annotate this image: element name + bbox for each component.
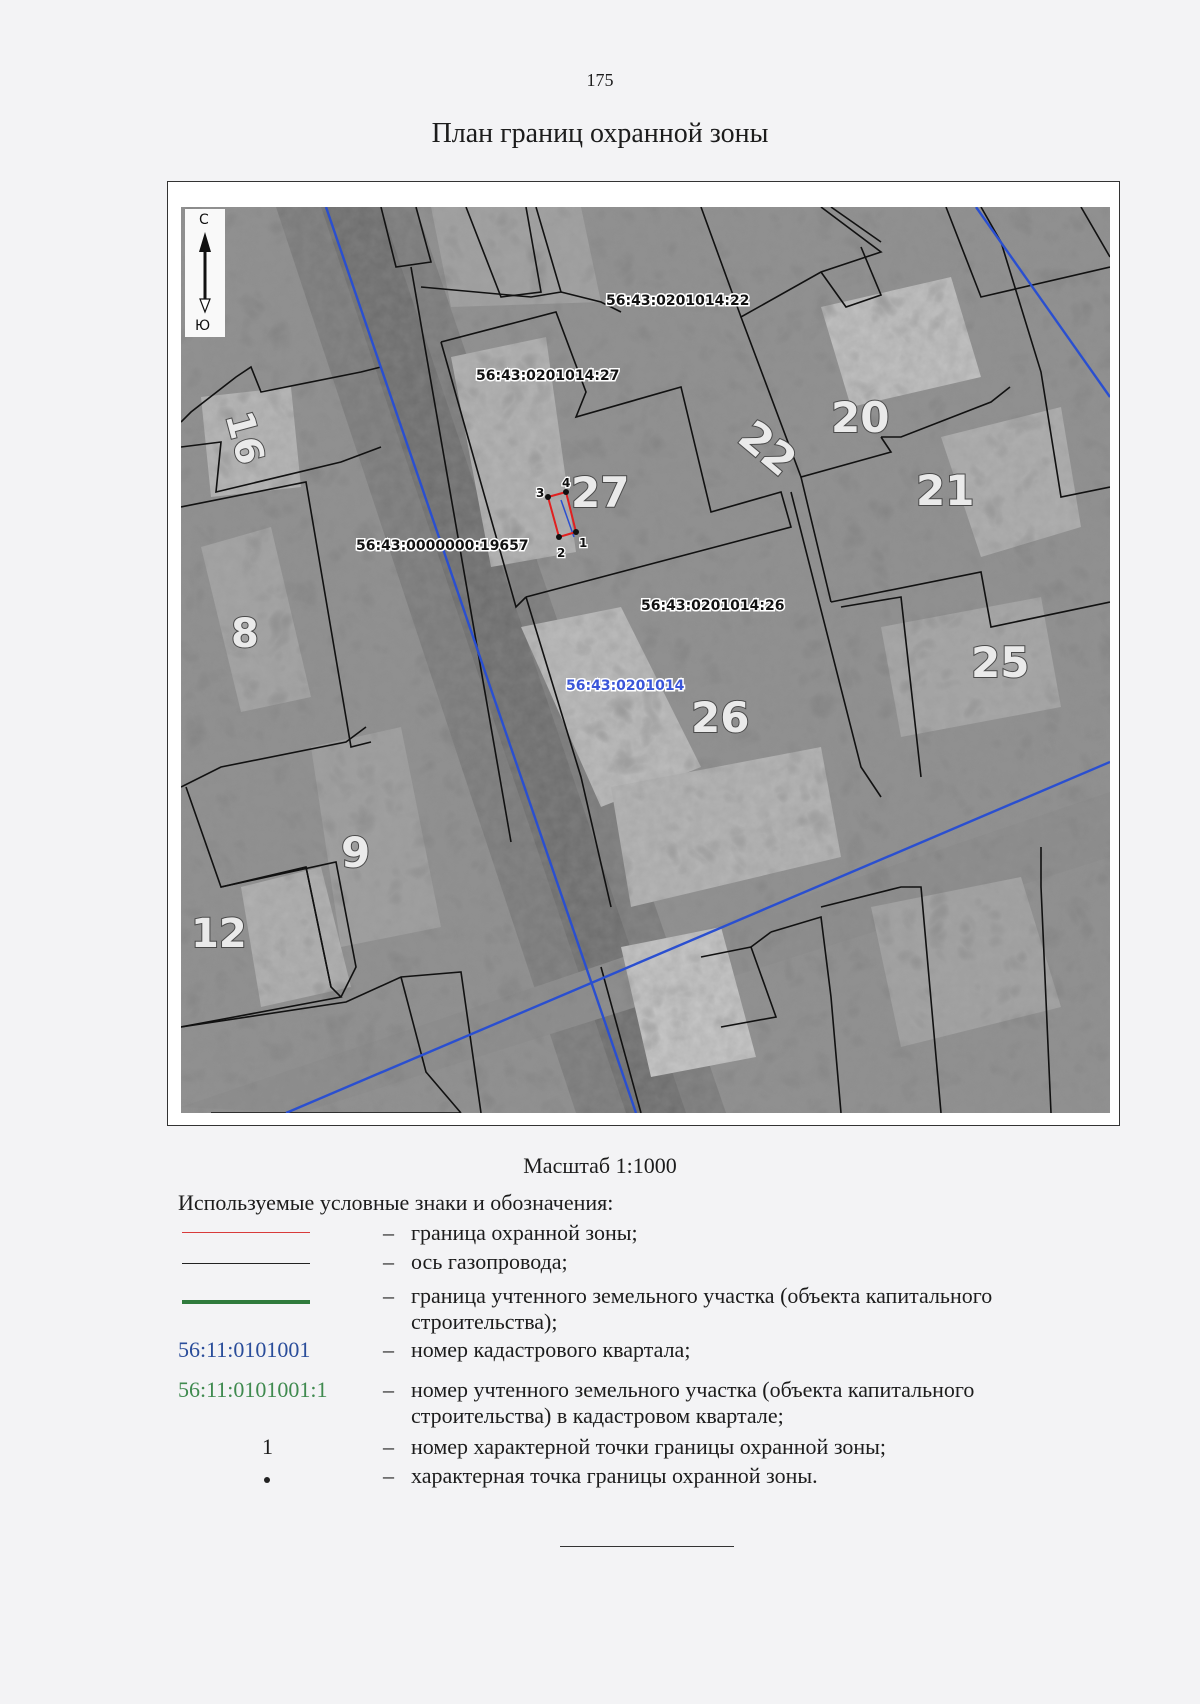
- legend-symbol: [178, 1434, 328, 1460]
- house-number: 25: [971, 638, 1030, 687]
- legend-symbol: [178, 1463, 328, 1489]
- point-label: 2: [557, 546, 566, 560]
- green-line-sample: [182, 1300, 310, 1304]
- legend-symbol: [178, 1377, 328, 1403]
- house-number: 12: [191, 911, 247, 957]
- page-title: План границ охранной зоны: [431, 118, 769, 149]
- legend-dash: –: [383, 1434, 394, 1459]
- house-number: 9: [341, 828, 371, 877]
- legend-dash: –: [383, 1220, 394, 1245]
- quarter-label: 56:43:0201014: [566, 678, 685, 694]
- north-arrow: [185, 209, 225, 337]
- parcel-label: 56:43:0201014:26: [641, 598, 785, 614]
- house-number: 16: [216, 406, 274, 470]
- legend-symbol: [178, 1249, 328, 1275]
- point-label: 3: [536, 486, 545, 500]
- house-number: 20: [831, 393, 890, 442]
- legend-dash: –: [383, 1377, 394, 1402]
- north-label: С: [199, 212, 209, 228]
- legend-text: граница охранной зоны;: [411, 1220, 638, 1245]
- house-number: 8: [231, 611, 259, 657]
- legend-dash: –: [383, 1463, 394, 1488]
- house-number: 21: [916, 466, 975, 515]
- legend-text: граница учтенного земельного участка (объекта капитального строительства);: [411, 1283, 993, 1334]
- map-scale: Масштаб 1:1000: [523, 1153, 677, 1178]
- characteristic-point: [573, 529, 579, 535]
- characteristic-point: [556, 534, 562, 540]
- footer-rule: [560, 1546, 734, 1547]
- legend-text: номер характерной точки границы охранной зоны;: [411, 1434, 887, 1459]
- house-number: 22: [729, 410, 806, 486]
- legend-text: номер кадастрового квартала;: [411, 1337, 691, 1362]
- legend-text: номер учтенного земельного участка (объекта капитального строительства) в кадастровом квартале;: [411, 1377, 975, 1428]
- house-number: 27: [571, 468, 630, 517]
- point-label: 4: [562, 476, 571, 490]
- legend-dash: –: [383, 1283, 394, 1308]
- legend-symbol: [178, 1283, 328, 1309]
- red-line-sample: [182, 1232, 310, 1233]
- south-label: Ю: [195, 318, 211, 334]
- point-number-sample: 1: [262, 1434, 273, 1459]
- point-dot-icon: [264, 1477, 270, 1483]
- parcel-label: 56:43:0000000:19657: [356, 538, 529, 554]
- parcel-label: 56:43:0201014:27: [476, 368, 620, 384]
- legend-dash: –: [383, 1249, 394, 1274]
- map-frame: [167, 181, 1120, 1126]
- parcel-code-sample: 56:11:0101001:1: [178, 1377, 328, 1402]
- parcel-label: 56:43:0201014:22: [606, 293, 750, 309]
- legend-symbol: [178, 1337, 328, 1363]
- point-label: 1: [579, 536, 588, 550]
- characteristic-point: [545, 494, 551, 500]
- cadastral-map: [181, 207, 1110, 1113]
- legend-title: Используемые условные знаки и обозначения:: [178, 1190, 614, 1215]
- page-number: 175: [586, 70, 614, 90]
- quarter-code-sample: 56:11:0101001: [178, 1337, 311, 1362]
- legend-text: характерная точка границы охранной зоны.: [411, 1463, 818, 1488]
- legend-dash: –: [383, 1337, 394, 1362]
- legend-symbol: [178, 1220, 328, 1246]
- legend-text: ось газопровода;: [411, 1249, 568, 1274]
- black-line-sample: [182, 1263, 310, 1264]
- house-number: 26: [691, 693, 750, 742]
